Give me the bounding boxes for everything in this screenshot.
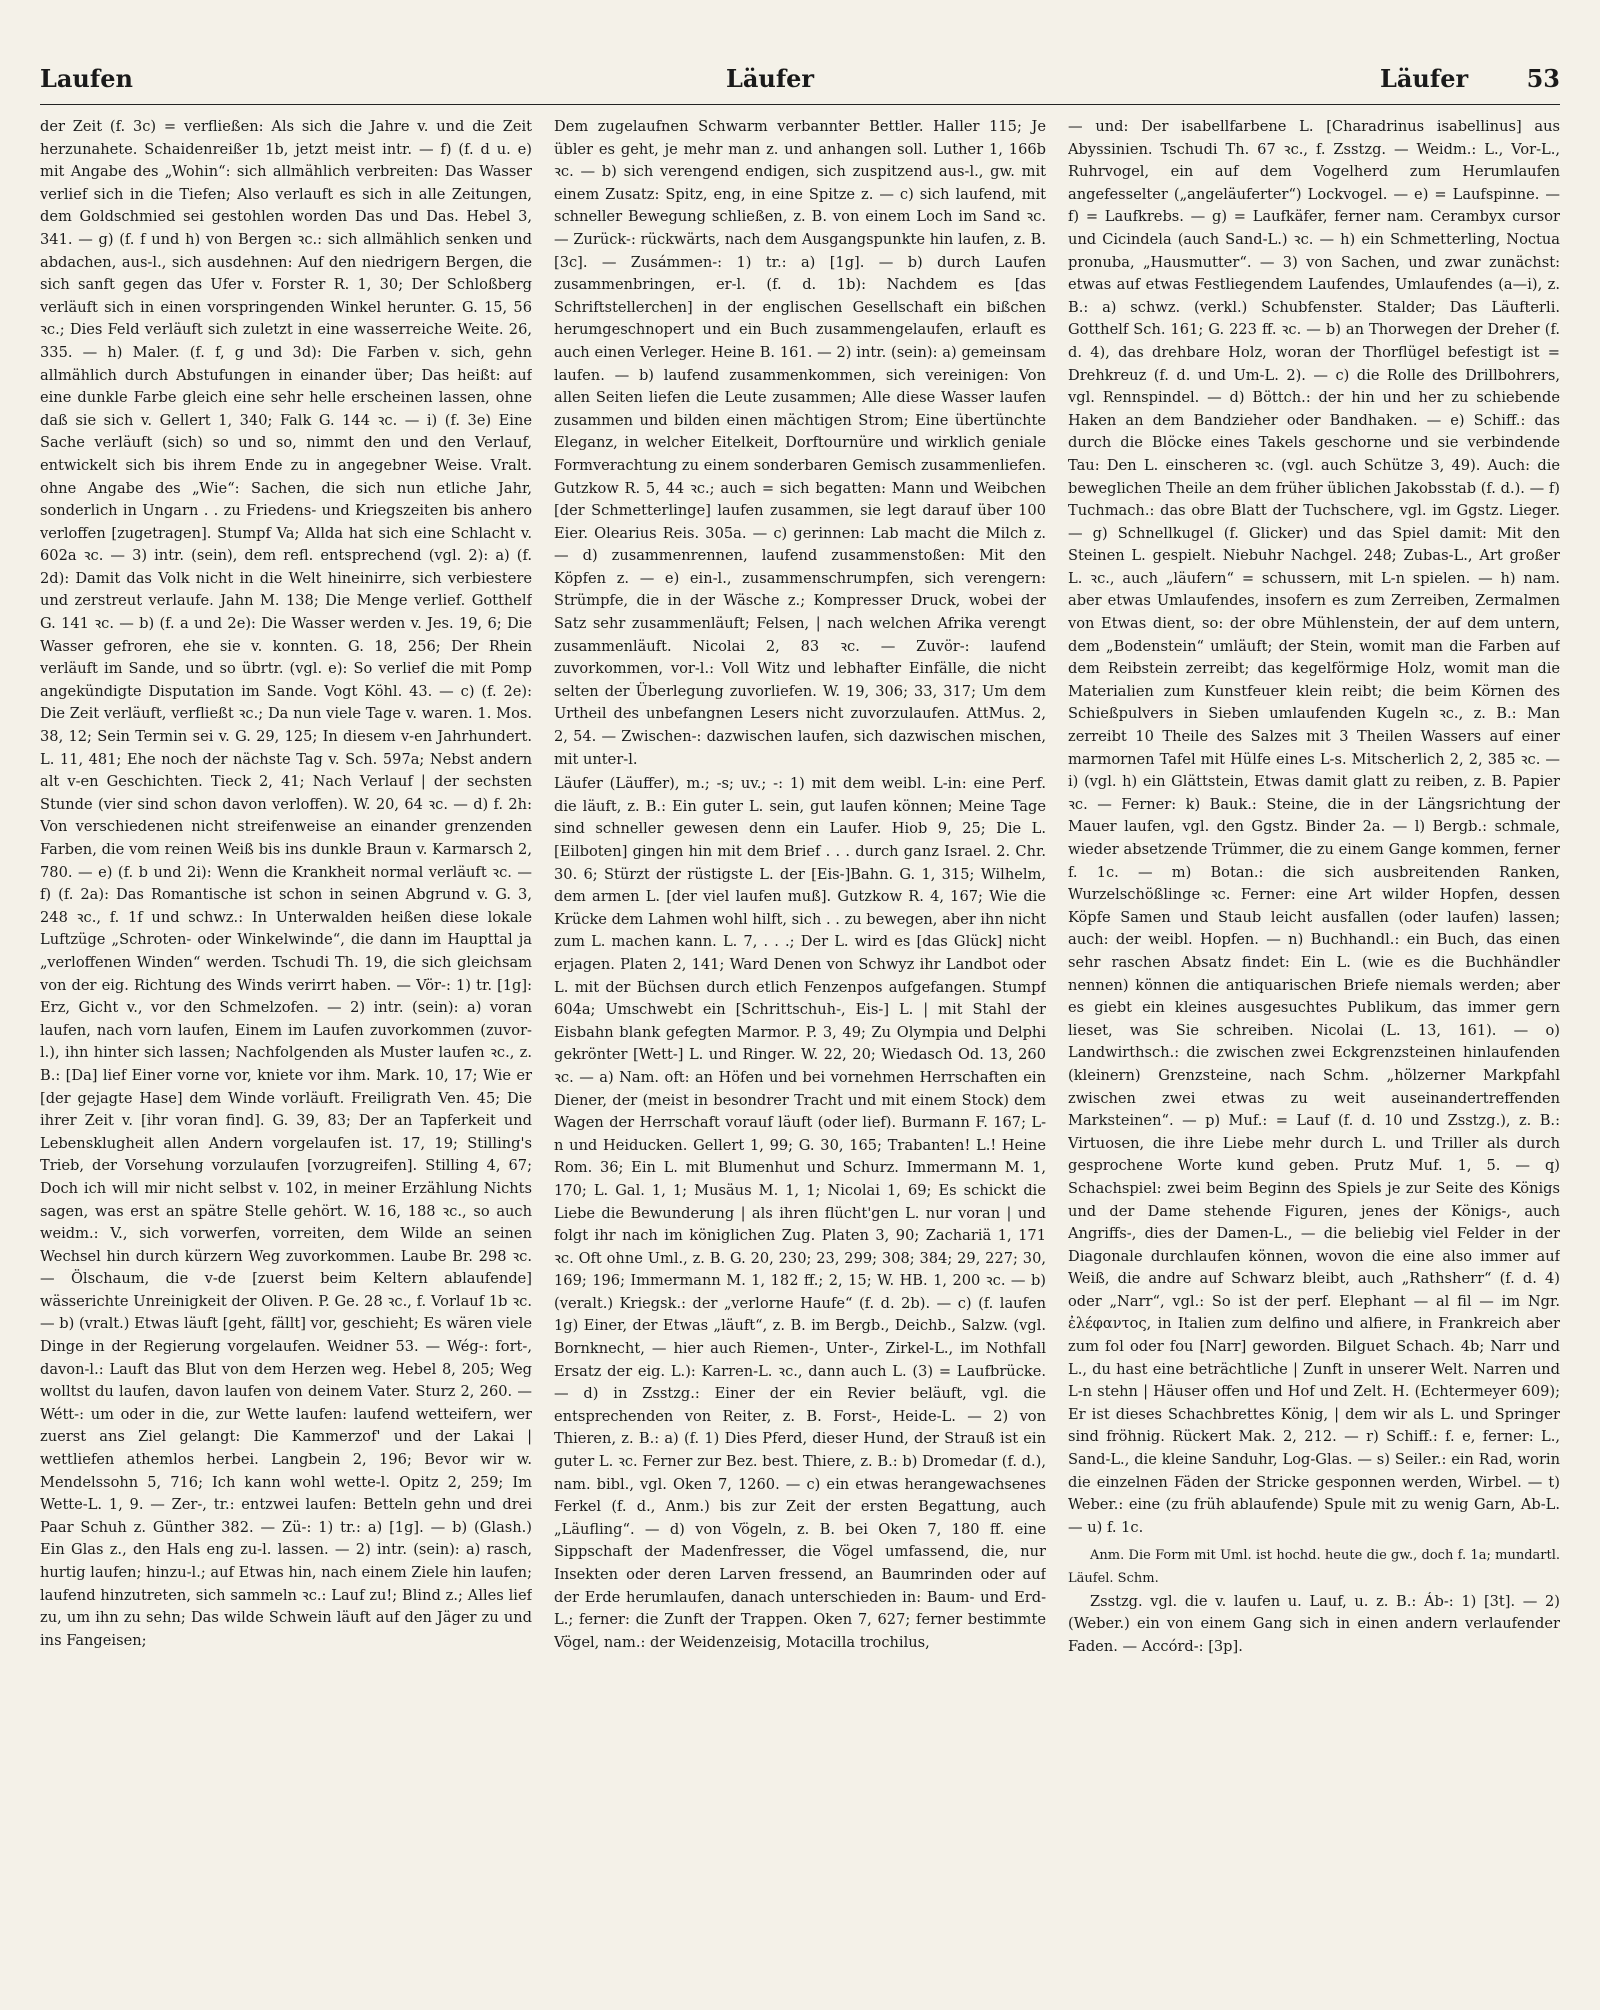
annotation-note: Anm. Die Form mit Uml. ist hochd. heute die gw., doch f. 1a; mundartl. Läufel. Schm.: [1068, 1548, 1560, 1586]
column-3: [1068, 116, 1560, 1976]
text-columns: [40, 116, 1560, 1976]
compounds-text: Zsstzg. vgl. die v. laufen u. Lauf, u. z. B.: Áb-: 1) [3t]. — 2) (Weber.) ein von einem Gang sich in einen andern verlaufender Faden. — Accórd-: [3p].: [1068, 1592, 1560, 1655]
running-header: [40, 58, 1560, 98]
column-1-text: der Zeit (f. 3c) = verfließen: Als sich die Jahre v. und die Zeit herzunahete. Schaidenreißer 1b, jetzt meist intr. — f) (f. d u. e) mit Angabe des „Wohin“: sich allmählich verbreiten: Das Wasser verlief sich in die Tiefen; Also verlauft es sich in alle Zeitungen, dem Goldschmied sei gestohlen worden Das und Das. Hebel 3, 341. — g) (f. f und h) von Bergen ꝛc.: sich allmählich senken und abdachen, aus-l., sich ausdehnen: Auf den niedrigern Bergen, die sich sanft gegen das Ufer v. Forster R. 1, 30; Der Schloßberg verläuft sich in einen vorspringenden Winkel herunter. G. 15, 56 ꝛc.; Dies Feld verläuft sich zuletzt in eine wasserreiche Weite. 26, 335. — h) Maler. (f. f, g und 3d): Die Farben v. sich, gehn allmählich durch Abstufungen in einander über; Das heißt: auf eine dunkle Farbe gleich eine sehr helle erscheinen lassen, ohne daß sie sich v. Gellert 1, 340; Falk G. 144 ꝛc. — i) (f. 3e) Eine Sache verläuft (sich) so und so, nimmt den und den Verlauf, entwickelt sich bis ihrem Ende zu in angegebner Weise. Vralt. ohne Angabe des „Wie“: Sachen, die sich nun etliche Jahr, sonderlich in Ungarn . . zu Friedens- und Kriegszeiten bis anhero verloffen [zugetragen]. Stumpf Va; Allda hat sich eine Schlacht v. 602a ꝛc. — 3) intr. (sein), dem refl. entsprechend (vgl. 2): a) (f. 2d): Damit das Volk nicht in die Welt hineinirre, sich verbiestere und zerstreut verlaufe. Jahn M. 138; Die Menge verlief. Gotthelf G. 141 ꝛc. — b) (f. a und 2e): Die Wasser werden v. Jes. 19, 6; Die Wasser gefroren, ehe sie v. konnten. G. 18, 256; Der Rhein verläuft im Sande, und so übrtr. (vgl. e): So verlief die mit Pomp angekündigte Disputation im Sande. Vogt Köhl. 43. — c) (f. 2e): Die Zeit verläuft, verfließt ꝛc.; Da nun viele Tage v. waren. 1. Mos. 38, 12; Sein Termin sei v. G. 29, 125; In diesem v-en Jahrhundert. L. 11, 481; Ehe noch der nächste Tag v. Sch. 597a; Nebst andern alt v-en Geschichten. Tieck 2, 41; Nach Verlauf | der sechsten Stunde (vier sind schon davon verloffen). W. 20, 64 ꝛc. — d) f. 2h: Von verschiedenen nicht streifenweise an einander grenzenden Farben, die vom reinen Weiß bis ins dunkle Braun v. Karmarsch 2, 780. — e) (f. b und 2i): Wenn die Krankheit normal verläuft ꝛc. — f) (f. 2a): Das Romantische ist schon in seinen Abgrund v. G. 3, 248 ꝛc., f. 1f und schwz.: In Unterwalden heißen diese lokale Luftzüge „Schroten- oder Winkelwinde“, die dann im Haupttal ja „verloffenen Winden“ werden. Tschudi Th. 19, die sich gleichsam von der eig. Richtung des Winds verirrt haben. — Vör-: 1) tr. [1g]: Erz, Gicht v., vor den Schmelzofen. — 2) intr. (sein): a) voran laufen, nach vorn laufen, Einem im Laufen zuvorkommen (zuvor-l.), ihn hinter sich lassen; Nachfolgenden als Muster laufen ꝛc., z. B.: [Da] lief Einer vorne vor, kniete vor ihm. Mark. 10, 17; Wie er [der gejagte Hase] dem Winde vorläuft. Freiligrath Ven. 45; Die ihrer Zeit v. [ihr voran find]. G. 39, 83; Der an Tapferkeit und Lebensklugheit allen Andern vorgelaufen ist. 17, 19; Stilling's Trieb, der Vorsehung vorzulaufen [vorzugreifen]. Stilling 4, 67; Doch ich will mir nicht selbst v. 102, in meiner Erzählung Nichts sagen, was erst an spätre Stelle gehört. W. 16, 188 ꝛc., so auch weidm.: V., sich vorwerfen, vorreiten, dem Wilde an seinen Wechsel hin durch kürzern Weg zuvorkommen. Laube Br. 298 ꝛc. — Ölschaum, die v-de [zuerst beim Keltern ablaufende] wässerichte Unreinigkeit der Oliven. P. Ge. 28 ꝛc., f. Vorlauf 1b ꝛc. — b) (vralt.) Etwas läuft [geht, fällt] vor, geschieht; Es wären viele Dinge in der Regierung vorgelaufen. Weidner 53. — Wég-: fort-, davon-l.: Lauft das Blut von dem Herzen weg. Hebel 8, 205; Weg wolltst du laufen, davon laufen von deinem Vater. Sturz 2, 260. — Wétt-: um oder in die, zur Wette laufen: laufend wetteifern, wer zuerst ans Ziel gelangt: Die Kammerzof' und der Lakai | wettliefen athemlos herbei. Langbein 2, 196; Bevor wir w. Mendelssohn 5, 716; Ich kann wohl wette-l. Opitz 2, 259; Im Wette-L. 1, 9. — Zer-, tr.: entzwei laufen: Betteln gehn und drei Paar Schuh z. Günther 382. — Zü-: 1) tr.: a) [1g]. — b) (Glash.) Ein Glas z., den Hals eng zu-l. lassen. — 2) intr. (sein): a) rasch, hurtig laufen; hinzu-l.; auf Etwas hin, nach einem Ziele hin laufen; laufend hinzutreten, sich sammeln ꝛc.: Lauf zu!; Blind z.; Alles lief zu, um ihn zu sehn; Das wilde Schwein läuft auf den Jäger zu und ins Fangeisen;: [40, 118, 532, 1649]
column-3-text: — und: Der isabellfarbene L. [Charadrinus isabellinus] aus Abyssinien. Tschudi Th. 67 ꝛc., f. Zsstzg. — Weidm.: L., Vor-L., Ruhrvogel, ein auf dem Vogelherd zum Herumlaufen angefesselter („angeläuferter“) Lockvogel. — e) = Laufspinne. — f) = Laufkrebs. — g) = Laufkäfer, ferner nam. Cerambyx cursor und Cicindela (auch Sand-L.) ꝛc. — h) ein Schmetterling, Noctua pronuba, „Hausmutter“. — 3) von Sachen, und zwar zunächst: etwas auf etwas Festliegendem Laufendes, Umlaufendes (a—i), z. B.: a) schwz. (verkl.) Schubfenster. Stalder; Das Läufterli. Gotthelf Sch. 161; G. 223 ff. ꝛc. — b) an Thorwegen der Dreher (f. d. 4), das drehbare Holz, woran der Thorflügel befestigt ist = Drehkreuz (f. d. und Um-L. 2). — c) die Rolle des Drillbohrers, vgl. Rennspindel. — d) Böttch.: der hin und her zu schiebende Haken an dem Bandzieher oder Bandhaken. — e) Schiff.: das durch die Blöcke eines Takels geschorne und sie verbindende Tau: Den L. einscheren ꝛc. (vgl. auch Schütze 3, 49). Auch: die beweglichen Theile an dem früher üblichen Jakobsstab (f. d.). — f) Tuchmach.: das obre Blatt der Tuchschere, vgl. im Ggstz. Lieger. — g) Schnellkugel (f. Glicker) und das Spiel damit: Mit den Steinen L. gespielt. Niebuhr Nachgel. 248; Zubas-L., Art großer L. ꝛc., auch „läufern“ = schussern, mit L-n spielen. — h) nam. aber etwas Umlaufendes, insofern es zum Zerreiben, Zermalmen von Etwas dient, so: der obre Mühlenstein, der auf dem untern, dem „Bodenstein“ umläuft; der Stein, womit man die Farben auf dem Reibstein zerreibt; das kegelförmige Holz, womit man die Materialien zum Kunstfeuer klein reibt; die beim Körnen des Schießpulvers in Sieben umlaufenden Kugeln ꝛc., z. B.: Man zerreibt 10 Theile des Salzes mit 3 Theilen Wassers auf einer marmornen Tafel mit Hülfe eines L-s. Mitscherlich 2, 2, 385 ꝛc. — i) (vgl. h) ein Glättstein, Etwas damit glatt zu reiben, z. B. Papier ꝛc. — Ferner: k) Bauk.: Steine, die in der Längsrichtung der Mauer laufen, vgl. den Ggstz. Binder 2a. — l) Bergb.: schmale, wieder absetzende Trümmer, die zu einem Gange kommen, ferner f. 1c. — m) Botan.: die sich ausbreitenden Ranken, Wurzelschößlinge ꝛc. Ferner: eine Art wilder Hopfen, dessen Köpfe Samen und Staub leicht ausfallen (oder laufen) lassen; auch: der weibl. Hopfen. — n) Buchhandl.: ein Buch, das einen sehr raschen Absatz findet: Ein L. (wie es die Buchhändler nennen) können die antiquarischen Briefe niemals werden; aber es giebt ein kleines ausgesuchtes Publikum, das immer gern lieset, was Sie schreiben. Nicolai (L. 13, 161). — o) Landwirthsch.: die zwischen zwei Eckgrenzsteinen hinlaufenden (kleinern) Grenzsteine, nach Schm. „hölzerner Markpfahl zwischen zwei etwas zu weit auseinandertreffenden Marksteinen“. — p) Muf.: = Lauf (f. d. 10 und Zsstzg.), z. B.: Virtuosen, die ihre Liebe mehr durch L. und Triller als durch gesprochene Worte kund geben. Prutz Muf. 1, 5. — q) Schachspiel: zwei beim Beginn des Spiels je zur Seite des Königs und der Dame stehende Figuren, jenes der Königs-, auch Angriffs-, dies der Damen-L., — die beliebig viel Felder in der Diagonale durchlaufen können, wovon die eine also immer auf Weiß, die andre auf Schwarz bleibt, auch „Rathsherr“ (f. d. 4) oder „Narr“, vgl.: So ist der perf. Elephant — al fil — im Ngr. ἐλέφαντος, in Italien zum delfino und alfiere, in Frankreich aber zum fol oder fou [Narr] geworden. Bilguet Schach. 4b; Narr und L., du hast eine beträchtliche | Zunft in unserer Welt. Narren und L-n stehn | Häuser offen und Hof und Zelt. H. (Echtermeyer 609); Er ist dieses Schachbrettes König, | dem wir als L. und Springer sind fröhnig. Rückert Mak. 2, 212. — r) Schiff.: f. e, ferner: L., Sand-L., die kleine Sanduhr, Log-Glas. — s) Seiler.: ein Rad, worin die einzelnen Fäden der Stricke gesponnen werden, Wirbel. — t) Weber.: eine (zu früh ablaufende) Spule mit zu wenig Garn, Ab-L. — u) f. 1c.: [1068, 118, 1560, 1536]
column-1: [40, 116, 532, 1976]
page-number: 53: [1526, 63, 1560, 93]
header-rule: [40, 104, 1560, 105]
header-left-word: Laufen: [40, 63, 133, 93]
column-2-text-a: Dem zugelaufnen Schwarm verbannter Bettler. Haller 115; Je übler es geht, je mehr man z. und anhangen soll. Luther 1, 166b ꝛc. — b) sich verengend endigen, sich zuspitzend aus-l., gw. mit einem Zusatz: Spitz, eng, in eine Spitze z. — c) sich laufend, mit schneller Bewegung schließen, z. B. von einem Loch im Sand ꝛc. — Zurück-: rückwärts, nach dem Ausgangspunkte hin laufen, z. B. [3c]. — Zusámmen-: 1) tr.: a) [1g]. — b) durch Laufen zusammenbringen, er-l. (f. d. 1b): Nachdem es [das Schriftstellerchen] in der englischen Gesellschaft ein bißchen herumgeschnopert und ein Buch zusammengelaufen, erlauft es auch einen Verleger. Heine B. 161. — 2) intr. (sein): a) gemeinsam laufen. — b) laufend zusammenkommen, sich vereinigen: Von allen Seiten liefen die Leute zusammen; Alle diese Wasser laufen zusammen und bilden einen mächtigen Strom; Eine übertünchte Eleganz, in welcher Eitelkeit, Dorftournüre und wirklich geniale Formverachtung zu einem sonderbaren Gemisch zusammenliefen. Gutzkow R. 5, 44 ꝛc.; auch = sich begatten: Mann und Weibchen [der Schmetterlinge] laufen zusammen, sie legt darauf über 100 Eier. Olearius Reis. 305a. — c) gerinnen: Lab macht die Milch z. — d) zusammenrennen, laufend zusammenstoßen: Mit den Köpfen z. — e) ein-l., zusammenschrumpfen, sich verengern: Strümpfe, die in der Wäsche z.; Kompresser Druck, wobei der Satz sehr zusammenläuft; Felsen, | nach welchen Afrika verengt zusammenläuft. Nicolai 2, 83 ꝛc. — Zuvör-: laufend zuvorkommen, vor-l.: Voll Witz und lebhafter Einfälle, die nicht selten der Überlegung zuvorliefen. W. 19, 306; 33, 317; Um dem Urtheil des unbefangnen Lesers nicht zuvorzulaufen. AttMus. 2, 2, 54. — Zwischen-: dazwischen laufen, sich dazwischen mischen, mit unter-l.: [554, 118, 1046, 768]
column-2: [554, 116, 1046, 1976]
entry-laeufer: Läufer (Läuffer), m.; -s; uv.; -: 1) mit dem weibl. L-in: eine Perf. die läuft, z. B.: Ein guter L. sein, gut laufen können; Meine Tage sind schneller gewesen denn ein Laufer. Hiob 9, 25; Die L. [Eilboten] gingen hin mit dem Brief . . . durch ganz Israel. 2. Chr. 30. 6; Stürzt der rüstigste L. der [Eis-]Bahn. G. 1, 315; Wilhelm, dem armen L. [der viel laufen muß]. Gutzkow R. 4, 167; Wie die Krücke dem Lahmen wohl hilft, sich . . zu bewegen, aber ihn nicht zum L. machen kann. L. 7, . . .; Der L. wird es [das Glück] nicht erjagen. Platen 2, 141; Ward Denen von Schwyz ihr Landbot oder L. mit der Büchsen durch etlich Fenzenpos aufgefangen. Stumpf 604a; Umschwebt ein [Schrittschuh-, Eis-] L. | mit Stahl der Eisbahn blank gefegten Marmor. P. 3, 49; Zu Olympia und Delphi gekrönter [Wett-] L. und Ringer. W. 22, 20; Wiedasch Od. 13, 260 ꝛc. — a) Nam. oft: an Höfen und bei vornehmen Herrschaften ein Diener, der (meist in besondrer Tracht und mit einem Stock) dem Wagen der Herrschaft vorauf läuft (oder lief). Burmann F. 167; L-n und Heiducken. Gellert 1, 99; G. 30, 165; Trabanten! L.! Heine Rom. 36; Ein L. mit Blumenhut und Schurz. Immermann M. 1, 170; L. Gal. 1, 1; Musäus M. 1, 1; Nicolai 1, 69; Es schickt die Liebe die Bewunderung | als ihren flücht'gen L. nur voran | und folgt ihr nach im königlichen Zug. Platen 3, 90; Zachariä 1, 171 ꝛc. Oft ohne Uml., z. B. G. 20, 230; 23, 299; 308; 384; 29, 227; 30, 169; 196; Immermann M. 1, 182 ff.; 2, 15; W. HB. 1, 200 ꝛc. — b) (veralt.) Kriegsk.: der „verlorne Haufe“ (f. d. 2b). — c) (f. laufen 1g) Einer, der Etwas „läuft“, z. B. im Bergb., Deichb., Salzw. (vgl. Bornknecht, — hier auch Riemen-, Unter-, Zirkel-L., im Nothfall Ersatz der eig. L.): Karren-L. ꝛc., dann auch L. (3) = Laufbrücke. — d) in Zsstzg.: Einer der ein Revier beläuft, vgl. die entsprechenden von Reiter, z. B. Forst-, Heide-L. — 2) von Thieren, z. B.: a) (f. 1) Dies Pferd, dieser Hund, der Strauß ist ein guter L. ꝛc. Ferner zur Bez. best. Thiere, z. B.: b) Dromedar (f. d.), nam. bibl., vgl. Oken 7, 1260. — c) ein etwas herangewachsenes Ferkel (f. d., Anm.) bis zur Zeit der ersten Begattung, auch „Läufling“. — d) von Vögeln, z. B. bei Oken 7, 180 ff. eine Sippschaft der Madenfresser, die Vögel umfassend, die, nur Insekten oder deren Larven fressend, an Baumrinden oder auf der Erde herumlaufen, danach unterschieden in: Baum- und Erd-L.; ferner: die Zunft der Trappen. Oken 7, 627; ferner bestimmte Vögel, nam.: der Weidenzeisig, Motacilla trochilus,: [554, 775, 1046, 1651]
header-right-word: Läufer: [1380, 63, 1469, 93]
header-center-word: Läufer: [725, 63, 815, 93]
